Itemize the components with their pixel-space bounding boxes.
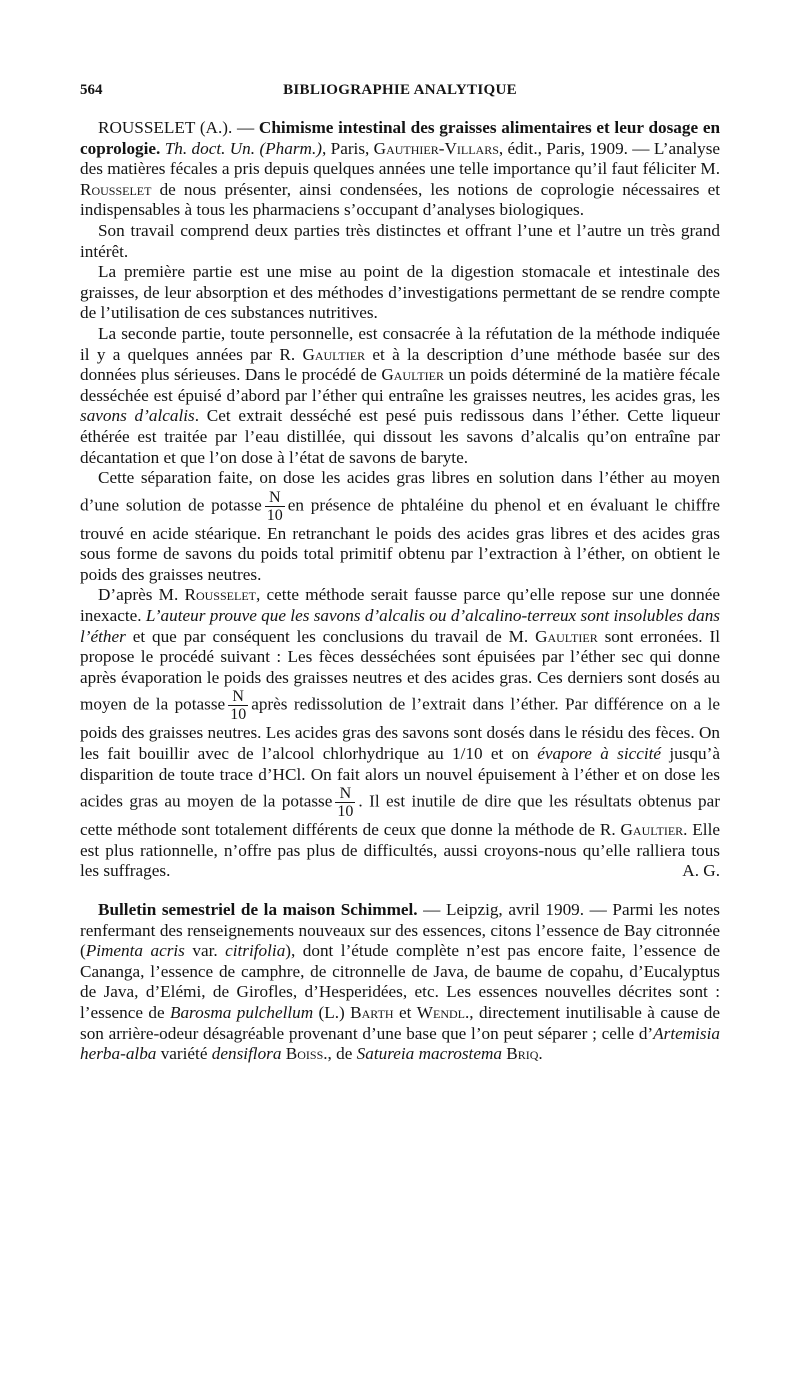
body-text: (L.): [313, 1002, 351, 1022]
person-name: Gaultier: [620, 820, 684, 840]
review-rousselet: [80, 118, 720, 882]
person-name: Gaultier: [302, 344, 366, 364]
paragraph-5: [80, 468, 720, 585]
edition: , édit., Paris, 1909. —: [498, 138, 654, 158]
review-author: ROUSSELET (A.).: [98, 118, 233, 137]
person-name: Rousselet: [80, 179, 152, 199]
pharm-label: (Pharm.): [259, 138, 322, 158]
body-text: , de: [327, 1044, 357, 1064]
body-text: et à la description d’une méthode basée sur des données plus sérieuses. Dans le procédé de: [80, 344, 720, 385]
italic-text: savons d’alcalis: [80, 406, 195, 426]
body-text: et: [393, 1002, 417, 1022]
page: [80, 80, 720, 1083]
place: , Paris,: [321, 138, 374, 158]
body-text: ), dont l’étude complète n’est pas encore faite, l’essence de Cananga, l’essence de camphre, de citronnelle de Java, de baume de copahu, d’Eucalyptus de Java, d’Elémi, de Girofles, d’Hesperidées, etc. Les essences nouvelles décrites sont : l’essence de: [80, 941, 721, 1022]
italic-text: densiflora: [211, 1044, 282, 1064]
schimmel-paragraph: [80, 900, 720, 1065]
fraction-numerator: N: [228, 688, 248, 706]
person-name: Rousselet: [184, 585, 256, 605]
body-text: en présence de phtaléine du phenol et en évaluant le chiffre trouvé en acide stéarique. En retranchant le poids des acides gras libres et des acides gras sous forme de savons du poids total primitif obtenu par l’extraction à l’éther, on obtient le poids des graisses neutres.: [80, 495, 720, 584]
italic-text: Pimenta acris: [85, 941, 185, 961]
italic-text: citrifolia: [225, 941, 286, 961]
body-text: de nous présenter, ainsi condensées, les notions de coprologie nécessaires et indispensables à tous les pharmaciens s’occupant d’analyses biologiques.: [80, 179, 720, 220]
body-text: après redissolution de l’extrait dans l’éther. Par différence on a le poids des graisses neutres. Les acides gras des savons sont dosés dans le résidu des fèces. On les fait bouillir avec de l’alcool chlorhydrique au 1/10 et on: [80, 694, 720, 764]
body-text: variété: [156, 1044, 212, 1064]
person-name: Briq.: [506, 1044, 543, 1064]
body-text: un poids déterminé de la matière fécale desséchée est épuisé d’abord par l’éther qui entraîne les graisses neutres, les acides gras, les: [80, 365, 720, 405]
person-name: Gaultier: [381, 365, 444, 385]
fraction-denominator: 10: [230, 706, 247, 724]
body-text: Cette séparation faite, on dose les acides gras libres en solution dans l’éther au moyen d’une solution de potasse: [80, 468, 720, 515]
paragraph-3: La première partie est une mise au point de la digestion stomacale et intestinale des graisses, de leur absorption et des méthodes d’investigations permettant de se rendre compte de l’utilisation de ces substances nutritives.: [80, 262, 720, 323]
body-text: . Il est inutile de dire que les résultats obtenus par cette méthode sont totalement différents de ceux que donne la méthode de R.: [80, 791, 720, 840]
publisher: Gauthier-Villars: [373, 138, 499, 158]
italic-text: Satureia macrostema: [356, 1044, 502, 1064]
fraction-numerator: N: [335, 785, 355, 803]
body-text: — Leipzig, avril 1909. — Parmi les notes renfermant des renseignements nouveaux sur des essences, citons l’essence de Bay citronnée (: [80, 900, 721, 961]
fraction-denominator: 10: [266, 506, 283, 524]
person-name: Gaultier: [535, 626, 598, 646]
person-name: Barth: [350, 1002, 394, 1022]
review-heading-paragraph: [80, 118, 720, 221]
fraction-n-10: [335, 785, 355, 820]
body-text: , directement inutilisable à cause de son arrière-odeur désagréable provenant d’une base que l’on peut séparer ; celle d’: [80, 1002, 720, 1043]
italic-text: Artemisia herba-alba: [80, 1023, 720, 1064]
paragraph-4: [80, 324, 720, 468]
italic-text: L’auteur prouve que les savons d’alcalis ou d’alcalino-terreux sont insolubles dans l’éther: [80, 606, 720, 646]
running-title: BIBLIOGRAPHIE ANALYTIQUE: [283, 82, 517, 98]
fraction-n-10: [265, 489, 285, 524]
dash: —: [232, 118, 259, 137]
body-text: , cette méthode serait fausse parce qu’elle repose sur une donnée inexacte.: [80, 585, 720, 626]
review-signature: A. G.: [682, 861, 720, 881]
body-text: var.: [184, 941, 226, 961]
italic-text: Barosma pulchellum: [169, 1002, 314, 1022]
review-title: Bulletin semestriel de la maison Schimmel.: [98, 900, 418, 919]
fraction-n-10: [228, 688, 248, 723]
thesis-label: Th. doct. Un.: [164, 138, 256, 158]
paragraph-2: Son travail comprend deux parties très distinctes et offrant l’une et l’autre un très grand intérêt.: [80, 220, 720, 261]
body-text: D’après M.: [98, 585, 185, 605]
italic-text: évapore à siccité: [537, 744, 662, 764]
person-name: Wendl.: [416, 1002, 470, 1022]
review-title: Chimisme intestinal des graisses alimentaires et leur dosage en coprologie.: [80, 118, 721, 158]
body-text: L’analyse des matières fécales a pris depuis quelques années une telle importance qu’il faut féliciter M.: [80, 138, 721, 179]
paragraph-6: [80, 585, 720, 882]
body-text: . Elle est plus rationnelle, n’offre pas plus de difficultés, aussi croyons-nous qu’elle ralliera tous les suffrages.: [80, 820, 720, 881]
page-number: 564: [80, 82, 103, 98]
body-text: jusqu’à disparition de toute trace d’HCl. On fait alors un nouvel épuisement à l’éther et on dose les acides gras au moyen de la potasse: [80, 744, 720, 811]
running-head: [80, 80, 720, 104]
fraction-numerator: N: [265, 489, 285, 507]
body-text: et que par conséquent les conclusions du travail de M.: [125, 626, 536, 646]
body-text: sont erronées. Il propose le procédé suivant : Les fèces desséchées sont épuisées par l’éther sec qui donne après évaporation le poids des graisses neutres et des acides gras. Ces derniers sont dosés au moyen de la potasse: [80, 626, 720, 714]
body-text: . Cet extrait desséché est pesé puis redissous dans l’éther. Cette liqueur éthérée est traitée par l’eau distillée, qui dissout les savons d’alcalis qu’on entraîne par décantation et que l’on dose à l’état de savons de baryte.: [80, 406, 720, 467]
fraction-denominator: 10: [337, 803, 354, 821]
body-text: La seconde partie, toute personnelle, est consacrée à la réfutation de la méthode indiquée il y a quelques années par R.: [80, 323, 720, 364]
person-name: Boiss.: [285, 1044, 328, 1064]
review-schimmel: [80, 900, 720, 1065]
